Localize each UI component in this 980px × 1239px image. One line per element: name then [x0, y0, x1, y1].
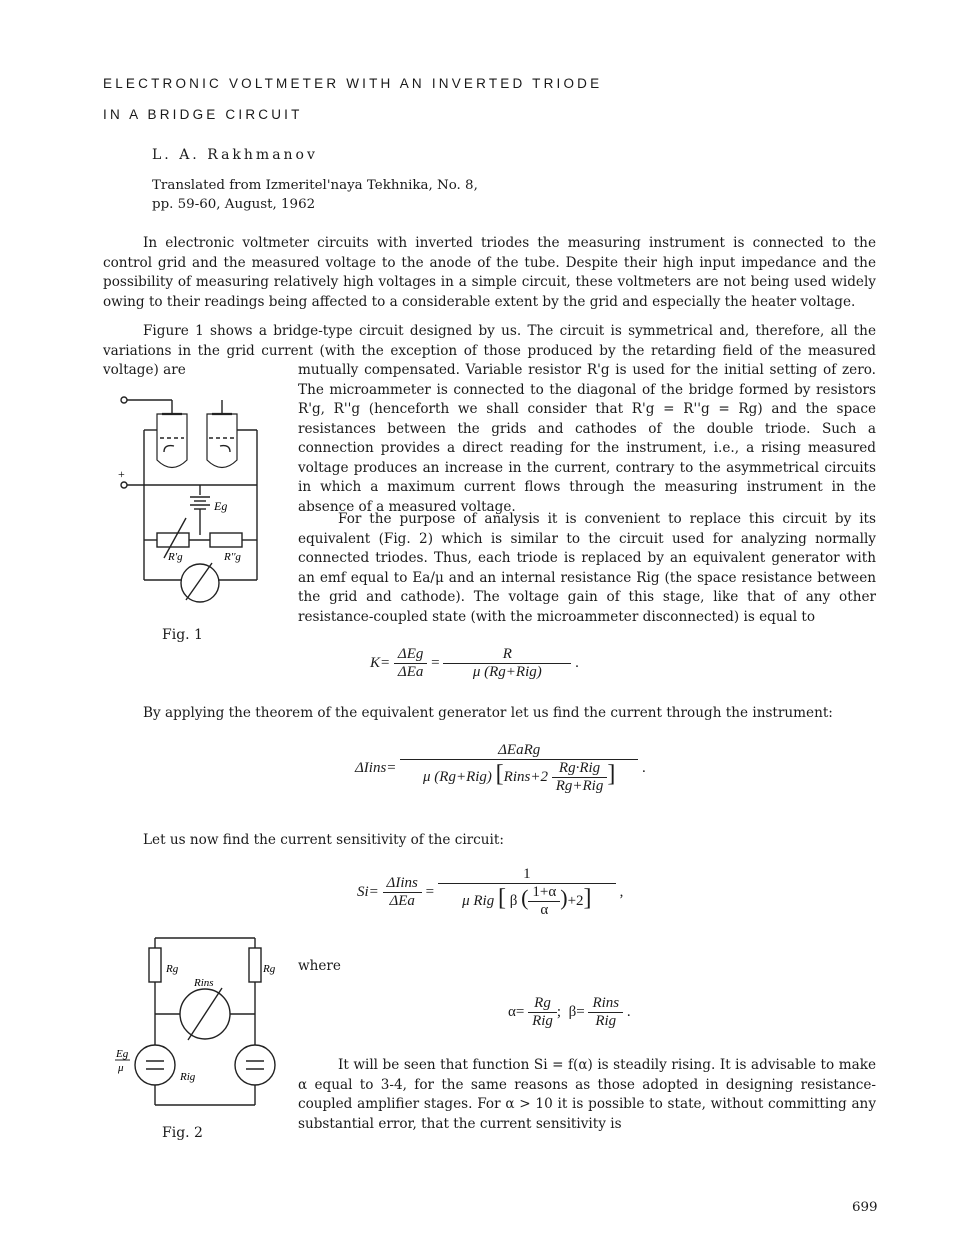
eq-s-den-a: μ Rig: [462, 892, 495, 909]
eq-i-inner-den: Rg+Rig: [552, 777, 608, 795]
fig1-rg2-label: R''g: [224, 551, 241, 563]
eq-k-lhs: K=: [370, 654, 391, 671]
paragraph-current-sensitivity: Let us now find the current sensitivity of the circuit:: [143, 832, 504, 848]
eq-i-den-a: μ (Rg+Rig): [423, 768, 492, 785]
article-title-line1: ELECTRONIC VOLTMETER WITH AN INVERTED TRIODE: [103, 76, 603, 91]
eq-s-num1: ΔIins: [386, 875, 418, 891]
eq-k-den2: μ (Rg+Rig): [443, 663, 571, 681]
translation-note-line1: Translated from Izmeritel'naya Tekhnika, No. 8,: [152, 178, 478, 193]
eq-i-inner-num: Rg·Rig: [558, 760, 601, 776]
eq-beta-num: Rins: [592, 995, 620, 1011]
eq-s-inner-num: 1+α: [532, 884, 557, 900]
eq-k-num2: R: [502, 646, 512, 662]
fig2-caption: Fig. 2: [162, 1125, 203, 1141]
paragraph-fig1-description: mutually compensated. Variable resistor R'g is used for the initial setting of zero. The microammeter is connected to the diagonal of the bridge formed by resistors R'g, R''g (henceforth we shall consider that R'g = R''g = Rg) and the space resistances between the grids and cathodes of the double triode. Such a connection provides a direct reading for the instrument, i.e., a rising measured voltage produces an increase in the current, contrary to the asymmetrical circuits in which a maximum current flows through the measuring instrument in the absence of a measured voltage.: [298, 362, 876, 515]
paragraph-fig1-intro: Figure 1 shows a bridge-type circuit designed by us. The circuit is symmetrical and, therefore, all the variations in the grid current (with the exception of those produced by the retarding field of the measured voltage) are: [103, 323, 876, 378]
eq-alpha-den: Rig: [528, 1012, 557, 1030]
eq-alpha-lhs: α=: [508, 1003, 525, 1020]
eq-s-inner-den: α: [528, 901, 560, 919]
eq-i-den-b: Rins+2: [503, 768, 548, 785]
eq-s-den-b: β: [509, 892, 518, 909]
paragraph-sensitivity-analysis: It will be seen that function Si = f(α) is steadily rising. It is advisable to make α equal to 3-4, for the same reasons as those adopted in designing resistance-coupled amplifier stages. For α > 10 it is possible to state, without committing any substantial error, that the current sensitivity is: [298, 1057, 876, 1132]
where-label: where: [298, 958, 341, 974]
equation-voltage-gain: K= $\frac{\text{ΔEg}}{\text{ΔEa}}$ = $\frac{R}{\text{μ (Rg+Rig)}}$ .: [370, 646, 579, 680]
eq-i-num: ΔEaRg: [498, 742, 541, 758]
author-name: L. A. Rakhmanov: [152, 147, 318, 163]
eq-s-num2: 1: [523, 866, 531, 882]
eq-s-den-c: +2: [567, 892, 584, 909]
article-title-line2: IN A BRIDGE CIRCUIT: [103, 107, 303, 122]
eq-s-lhs: Si=: [357, 883, 379, 900]
eq-alpha-num: Rg: [534, 995, 551, 1011]
fig1-plus-label: +: [118, 467, 125, 481]
equation-current-sensitivity: Si= $\frac{\text{ΔIins}}{\text{ΔEa}}$ = 1 μ Rig [ β ( $\frac{1+\alpha}{\alpha}$ )+2] ,: [357, 866, 624, 918]
fig2-rg-right-label: Rg: [263, 963, 276, 975]
paragraph-equivalent-circuit: For the purpose of analysis it is convenient to replace this circuit by its equivalent (Fig. 2) which is similar to the circuit used for analyzing normally connected triodes. Thus, each triode is replaced by an equivalent generator with an emf equal to Ea/μ and an internal resistance Rig (the space resistance between the grid and cathode). The voltage gain of this stage, like that of any other resistance-coupled state (with the microammeter disconnected) is equal to: [298, 511, 876, 625]
fig2-rig-label: Rig: [180, 1071, 196, 1083]
fig2-mu-label: μ: [118, 1062, 124, 1074]
page-number: 699: [852, 1200, 878, 1215]
fig1-caption: Fig. 1: [162, 627, 203, 643]
eq-k-den1: ΔEa: [394, 663, 427, 681]
fig2-eg-label: Eg: [116, 1048, 129, 1060]
eq-i-lhs: ΔIins=: [355, 759, 397, 776]
equation-alpha-beta: α= $\frac{Rg}{\text{Rig}}$ ; β= $\frac{\text{Rins}}{\text{Rig}}$ .: [508, 995, 631, 1029]
fig1-rg1-label: R'g: [168, 551, 183, 563]
paragraph-intro: In electronic voltmeter circuits with inverted triodes the measuring instrument is connected to the control grid and the measured voltage to the anode of the tube. Despite their high input impedance and the possibility of measuring relatively high voltages in a simple circuit, these voltmeters are not being used widely owing to their readings being affected to a considerable extent by the grid and especially the heater voltage.: [103, 235, 876, 310]
eq-k-num1: ΔEg: [397, 646, 424, 662]
eq-beta-den: Rig: [588, 1012, 623, 1030]
fig2-rg-left-label: Rg: [166, 963, 179, 975]
eq-beta-lhs: β=: [568, 1003, 585, 1020]
fig1-circuit-diagram: [112, 380, 272, 610]
fig2-equivalent-circuit-diagram: [110, 930, 285, 1115]
equation-instrument-current: ΔIins= ΔEaRg μ (Rg+Rig) [Rins+2 $\frac{\text{Rg·Rig}}{\text{Rg+Rig}}$ ] .: [355, 742, 646, 794]
fig1-eg-label: Eg: [214, 499, 228, 513]
paragraph-equivalent-generator: By applying the theorem of the equivalent generator let us find the current through the instrument:: [143, 705, 833, 721]
eq-s-den1: ΔEa: [383, 892, 422, 910]
fig2-rins-label: Rins: [194, 977, 214, 989]
translation-note-line2: pp. 59-60, August, 1962: [152, 197, 316, 212]
